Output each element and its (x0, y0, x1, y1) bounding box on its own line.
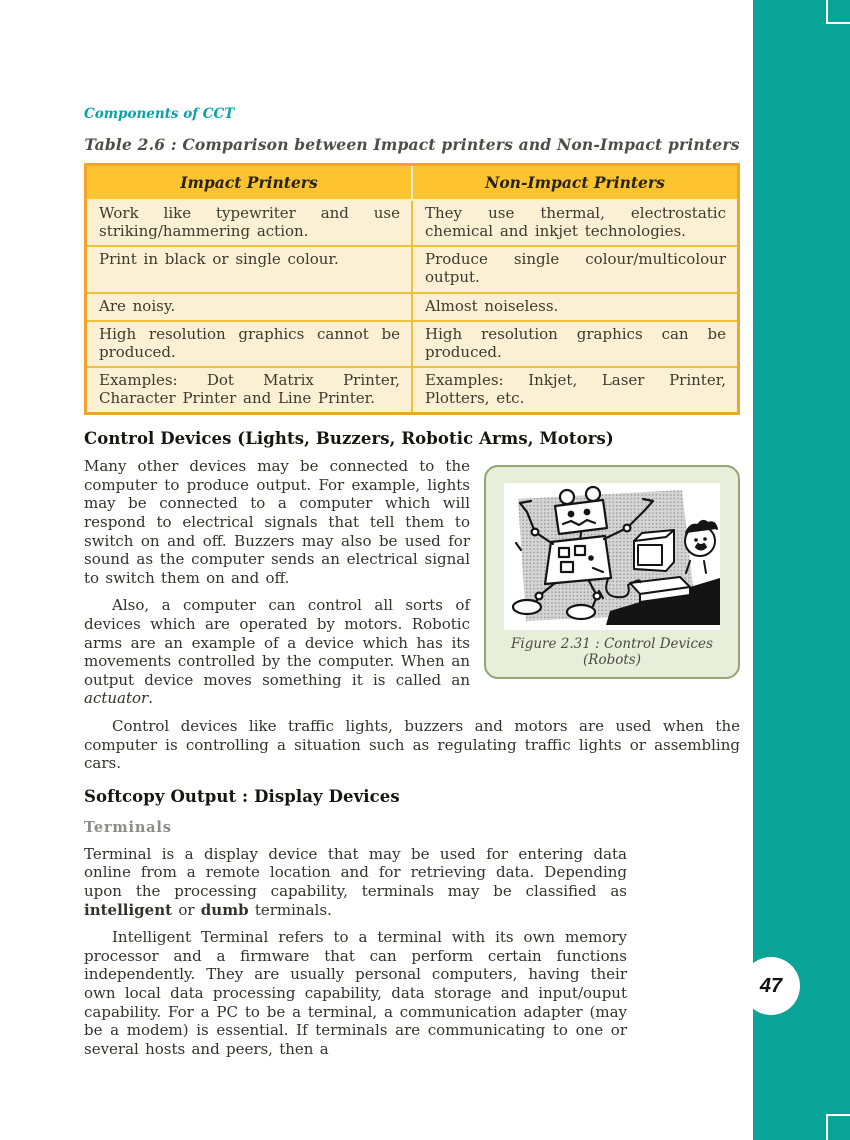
comparison-table (84, 163, 740, 415)
table-cell: They use thermal, electrostatic chemical and inkjet technologies. (412, 200, 739, 246)
page-content (84, 106, 740, 1058)
corner-box-top (826, 0, 850, 24)
table-cell: High resolution graphics can be produced. (412, 321, 739, 367)
text-and-figure-row (84, 448, 740, 708)
table-row (86, 367, 739, 414)
corner-box-bottom (826, 1114, 850, 1140)
terminals-subheading: Terminals (84, 818, 172, 836)
figure-caption: Figure 2.31 : Control Devices (Robots) (511, 636, 713, 669)
table-row (86, 200, 739, 246)
table-cell: Examples: Dot Matrix Printer, Character Printer and Line Printer. (86, 367, 413, 414)
table-cell: Print in black or single colour. (86, 246, 413, 292)
table-cell: Produce single colour/multicolour output. (412, 246, 739, 292)
control-devices-paragraph-1: Many other devices may be connected to the computer to produce output. For example, lights may be connected to a computer which will respond to electrical signals that tell them to switch on and off. Buzzers may also be used for sound as the computer sends an electrical signal to switch them on and off. (84, 457, 470, 587)
table-cell: Almost noiseless. (412, 293, 739, 321)
control-devices-paragraph-2: Also, a computer can control all sorts of devices which are operated by motors. Robotic arms are an example of a device which has its movements controlled by the computer. When an output device moves something it is called an actuator. (84, 596, 470, 708)
table-cell: Are noisy. (86, 293, 413, 321)
wrapped-text-column (84, 448, 470, 708)
table-cell: Examples: Inkjet, Laser Printer, Plotters, etc. (412, 367, 739, 414)
page-number: 47 (759, 974, 783, 997)
terminals-paragraph-1: Terminal is a display device that may be used for entering data online from a remote location and for retrieving data. Depending upon the processing capability, terminals may be classified as intelligent or dumb terminals. (84, 844, 627, 919)
control-devices-paragraph-3: Control devices like traffic lights, buzzers and motors are used when the computer is controlling a situation such as regulating traffic lights or assembling cars. (84, 716, 740, 773)
robot-cartoon (504, 483, 720, 630)
figure-box (484, 465, 740, 679)
figure-image (504, 483, 720, 630)
table-row (86, 293, 739, 321)
table-row (86, 246, 739, 292)
table-header-non-impact-printers: Non-Impact Printers (412, 165, 739, 201)
control-devices-heading: Control Devices (Lights, Buzzers, Robotic Arms, Motors) (84, 429, 614, 449)
page-number-badge (742, 957, 800, 1015)
table-title: Table 2.6 : Comparison between Impact printers and Non-Impact printers (84, 135, 740, 154)
running-header: Components of CCT (84, 106, 235, 122)
table-header-impact-printers: Impact Printers (86, 165, 413, 201)
table-cell: High resolution graphics cannot be produced. (86, 321, 413, 367)
table-header-row (86, 165, 739, 201)
terminals-paragraph-2: Intelligent Terminal refers to a terminal with its own memory processor and a firmware that can perform certain functions independently. They are usually personal computers, having their own local data processing capability, data storage and input/ouput capability. For a PC to be a terminal, a communication adapter (may be a modem) is essential. If terminals are communicating to one or several hosts and peers, then a (84, 928, 627, 1058)
table-cell: Work like typewriter and use striking/hammering action. (86, 200, 413, 246)
softcopy-heading: Softcopy Output : Display Devices (84, 786, 400, 806)
table-row (86, 321, 739, 367)
table-body (86, 200, 739, 414)
